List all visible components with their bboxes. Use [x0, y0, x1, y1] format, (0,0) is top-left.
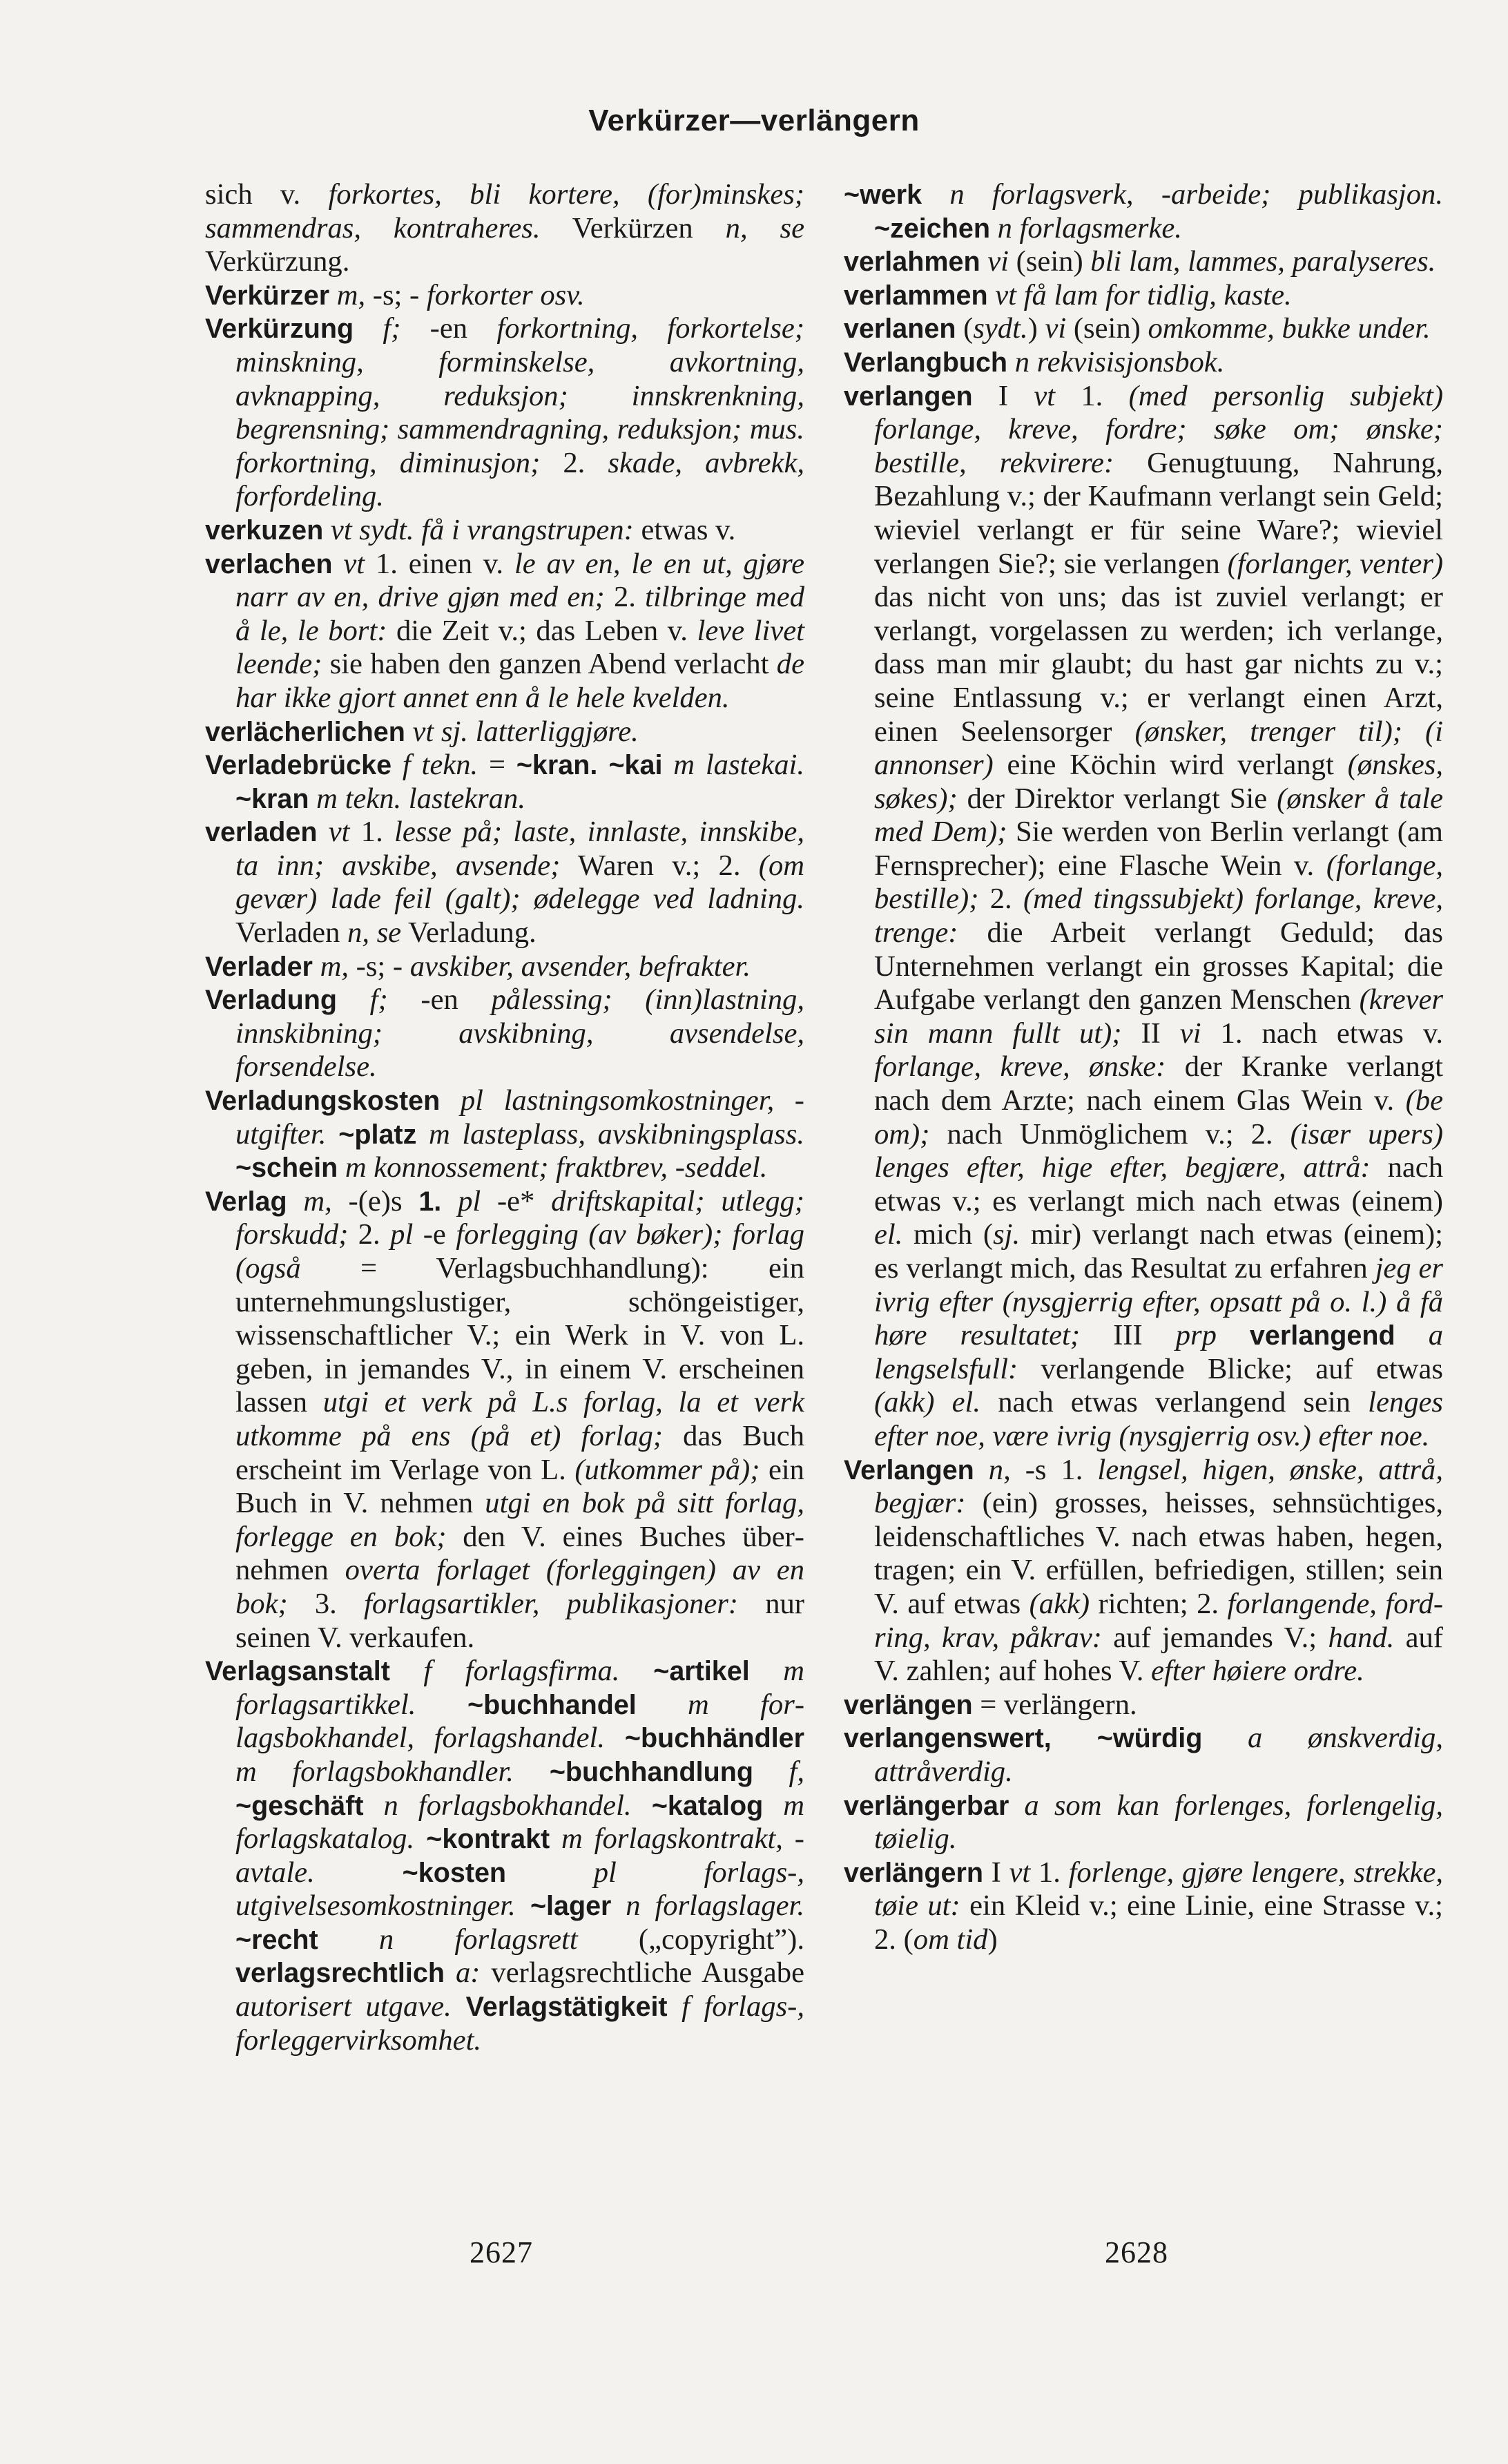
entry-text: n forlagslager.	[611, 1889, 805, 1923]
dictionary-entry	[844, 279, 1443, 313]
entry-text: vt	[1034, 379, 1056, 412]
entry-text: nach etwas verlangend sein	[980, 1386, 1369, 1419]
headword: verlammen	[844, 280, 988, 311]
entry-text: I	[972, 379, 1034, 412]
entry-text: om tid	[913, 1923, 988, 1956]
entry-text: m forlagsbokhandel, forlagshandel.	[235, 1688, 804, 1755]
entry-text: 2.	[348, 1218, 391, 1251]
entry-text: mich (	[902, 1218, 994, 1251]
entry-text: Verladen	[235, 916, 348, 950]
entry-text: 1.	[1030, 1856, 1069, 1889]
entry-text: der Kranke verlangt nach dem Arzte; nach einem Glas Wein v.	[874, 1050, 1443, 1117]
entry-text: lenges efter noe, være ivrig (nysgjerrig osv.) efter noe.	[874, 1386, 1443, 1452]
entry-text: 2.	[540, 446, 608, 479]
entry-text: vi	[1045, 312, 1067, 345]
headword: ~kosten	[314, 1857, 507, 1888]
entry-text: sich v.	[205, 178, 329, 211]
entry-text: Waren v.; 2.	[560, 849, 759, 882]
running-head: Verkürzer—verlängern	[588, 104, 920, 137]
entry-text: verlangende Blicke; auf etwas	[1018, 1352, 1443, 1385]
entry-text: nach Unmöglichem v.; 2.	[929, 1117, 1290, 1151]
entry-text: utgi et verk på L.s forlag, la et verk utkomme på ens (på et) forlag;	[235, 1386, 804, 1452]
entry-text: (især upers) lenges efter, hige efter, begjære, attrå:	[874, 1117, 1444, 1184]
entry-text: jeg er ivrig efter (nysgjerrig efter, opsatt på o. l.) å få høre resultatet;	[874, 1252, 1443, 1352]
entry-text: = Verlagsbuchhandlung): ein unternehmungslustiger, schöngeistiger, wissenschaftlicher V.; ein Werk in V. von L. geben, in jemandes V., in einem V. erscheinen lassen	[235, 1252, 804, 1419]
entry-text: a ønskverdig, attråverdig.	[874, 1722, 1443, 1788]
entry-text: forlange, kreve, ønske:	[874, 1050, 1166, 1084]
entry-text: n rekvisisjonsbok.	[1007, 345, 1225, 378]
entry-text: Genugtuung, Nahrung, Bezahlung v.; der Kaufmann verlangt sein Geld; wieviel verlangt er für seine Ware?; wieviel verlangen Sie?; sie verlangen	[874, 446, 1444, 580]
entry-text: m forlagsartikkel.	[235, 1655, 804, 1721]
dictionary-entry	[205, 749, 804, 816]
entry-text: vt	[332, 547, 365, 580]
entry-text: lesse på; laste, innlaste, innskibe, ta inn; avskibe, avsende;	[235, 816, 804, 882]
entry-text: Verladung.	[401, 916, 536, 950]
dictionary-entry	[844, 312, 1443, 346]
entry-text: Verkürzung.	[205, 245, 350, 278]
entry-text: 3.	[287, 1587, 364, 1620]
entry-text: n forlagsmerke.	[989, 211, 1182, 244]
entry-text: el.	[874, 1218, 903, 1251]
headword: verlanen	[844, 314, 956, 345]
entry-text: (akk) el.	[874, 1386, 981, 1419]
headword: Verladung	[205, 985, 337, 1016]
headword: ~geschäft	[235, 1790, 364, 1821]
headword: Verlader	[205, 951, 313, 982]
headword: ~katalog	[631, 1790, 764, 1821]
headword: ~platz	[326, 1119, 417, 1150]
entry-text: forlenge, gjøre lengere, strekke, tøie ut:	[874, 1856, 1444, 1923]
entry-text: bli lam, lammes, paralyseres.	[1090, 245, 1436, 278]
entry-text: autorisert utgave.	[235, 1990, 452, 2023]
entry-text: die Zeit v.; das Leben v.	[387, 614, 697, 647]
entry-text: f forlagsfirma.	[389, 1655, 620, 1688]
entry-text: den V. eines Buches übernehmen	[235, 1520, 804, 1587]
dictionary-entry	[844, 178, 1443, 245]
entry-text: auf V. zahlen; auf hohes V.	[874, 1621, 1443, 1688]
entry-text: leve livet leende;	[235, 614, 804, 681]
entry-text: le av en, le en ut, gjøre narr av en, drive gjøn med en;	[235, 547, 805, 614]
headword: verlängern	[844, 1857, 983, 1888]
entry-text: (om gevær) lade feil (galt); ødelegge ved ladning.	[235, 849, 805, 916]
entry-text: pl	[441, 1184, 481, 1217]
entry-text: driftskapital; utlegg; forskudd;	[235, 1184, 804, 1251]
headword: Verkürzung	[205, 314, 354, 345]
entry-text: verlagsrechtliche Ausgabe	[480, 1956, 804, 1990]
entry-text: m lasteplass, avskibningsplass.	[416, 1117, 804, 1151]
entry-text: a:	[444, 1956, 481, 1990]
entry-text: Verkürzen	[540, 211, 726, 244]
entry-text: -s; -	[348, 950, 410, 983]
headword: verlängen	[844, 1689, 973, 1720]
entry-text: m,	[312, 950, 349, 983]
entry-text: f;	[354, 312, 401, 345]
dictionary-entry	[205, 816, 804, 950]
headword: ~lager	[515, 1891, 612, 1922]
headword: ~artikel	[619, 1656, 750, 1687]
entry-text: vt	[317, 816, 350, 849]
entry-text: m konnossement; fraktbrev, -seddel.	[338, 1151, 768, 1184]
entry-text: hand.	[1328, 1621, 1395, 1654]
entry-text: -(e)s	[331, 1184, 419, 1217]
dictionary-entry	[205, 983, 804, 1084]
entry-text: nach etwas v.; es verlangt mich nach etwas (einem)	[874, 1151, 1443, 1217]
headword: verlängerbar	[844, 1790, 1009, 1821]
entry-text: (ønsker å tale med Dem);	[874, 782, 1443, 849]
entry-text: (forlange, bestille);	[874, 849, 1443, 916]
entry-text: pl lastningsomkostninger, -utgifter.	[235, 1084, 804, 1151]
entry-text: 2.	[978, 883, 1023, 916]
entry-text: (sein)	[1009, 245, 1091, 278]
dictionary-entry	[205, 1185, 804, 1655]
entry-text: 1.	[349, 816, 395, 849]
entry-text: m forlagskontrakt, -avtale.	[235, 1822, 804, 1889]
entry-text: )	[987, 1923, 998, 1956]
entry-text: III	[1080, 1319, 1176, 1352]
headword: Verladebrücke	[205, 750, 392, 781]
entry-text: (	[956, 312, 974, 345]
entry-text: 1. nach etwas v.	[1201, 1017, 1443, 1050]
entry-text: -s 1.	[1010, 1453, 1098, 1486]
entry-text: (be om);	[874, 1084, 1443, 1151]
entry-text: tilbringe med å le, le bort:	[235, 581, 804, 647]
entry-text: m tekn. lastekran.	[309, 782, 525, 815]
entry-text: n forlagsrett	[318, 1923, 578, 1956]
entry-text: m lastekai.	[662, 749, 804, 782]
entry-text: -e*	[481, 1184, 552, 1217]
entry-text: n forlagsbokhandel.	[363, 1789, 632, 1822]
entry-text: f tekn.	[392, 749, 478, 782]
headword: verlangen	[844, 381, 973, 412]
entry-text: vi	[1179, 1017, 1201, 1050]
entry-text: (ein) grosses, heisses, sehnsüchtiges, leidenschaftliches V. nach etwas haben, hegen, tragen; ein V. erfüllen, befriedigen, stillen; sein V. auf etwas	[874, 1487, 1443, 1620]
entry-text: forlagsartikler, publikasjoner:	[364, 1587, 739, 1620]
entry-text: eine Köchin wird verlangt	[993, 749, 1348, 782]
entry-text: -en	[387, 983, 492, 1017]
entry-text: a lengselsfull:	[874, 1319, 1443, 1385]
entry-text: 1.	[1055, 379, 1129, 412]
headword: verlahmen	[844, 247, 980, 278]
headword: Verlangen	[844, 1454, 974, 1485]
entry-text: (med personlig subjekt) forlange, kreve, fordre; søke om; ønske; bestille, rekvirere:	[874, 379, 1444, 479]
entry-text: I	[983, 1856, 1009, 1889]
entry-text: forlegging (av bøker); forlag (også	[235, 1218, 805, 1284]
headword: ~buchhandel	[416, 1689, 637, 1720]
entry-text: avskiber, avsender, befrakter.	[409, 950, 751, 983]
headword: verladen	[205, 817, 318, 848]
entry-text: das nicht von uns; das ist zuviel verlangt; er verlangt, vorgelassen zu werden; ich verlange, dass man mir glaubt; du hast gar nichts zu v.; seine Entlassung v.; er verlangt einen Arzt, einen Seelensorger	[874, 581, 1443, 748]
headword: verlangenswert, ~würdig	[844, 1723, 1203, 1754]
entry-text: overta forlaget (forleggingen) av en bok;	[235, 1554, 804, 1620]
entry-text: n, se	[725, 211, 805, 244]
entry-text: (krever sin mann fullt ut);	[874, 983, 1443, 1050]
dictionary-entry	[844, 346, 1443, 380]
dictionary-entry	[844, 245, 1443, 279]
headword: ~recht	[235, 1924, 318, 1955]
entry-text: prp	[1175, 1319, 1217, 1352]
entry-text: 1. einen v.	[365, 547, 514, 580]
dictionary-entry	[205, 1655, 804, 2057]
entry-text: vt sydt. få i vrangstrupen:	[323, 513, 634, 546]
entry-text: ein Buch in V. nehmen	[235, 1453, 804, 1520]
headword: Verlagsanstalt	[205, 1656, 390, 1687]
dictionary-entry	[844, 380, 1443, 1454]
dictionary-entry	[844, 1688, 1443, 1722]
page-number-right: 2628	[1105, 2235, 1168, 2269]
entry-text: m,	[287, 1184, 332, 1217]
entry-text: ein Kleid v.; eine Linie, eine Strasse v.; 2. (	[874, 1889, 1443, 1956]
entry-text: (utkommer på);	[574, 1453, 760, 1486]
entry-text: („copyright”).	[577, 1923, 804, 1956]
dictionary-entry	[205, 950, 804, 984]
dictionary-entry	[844, 1454, 1443, 1688]
entry-text: pålessing; (inn)lastning, innskibning; avskibning, avsendelse, forsendelse.	[235, 983, 804, 1084]
entry-text: utgi en bok på sitt forlag, forlegge en bok;	[235, 1487, 804, 1553]
headword: ~kran	[235, 783, 309, 814]
entry-text: nur seinen V. verkaufen.	[235, 1587, 804, 1654]
entry-text: (akk)	[1029, 1587, 1090, 1620]
entry-text: vt sj. latterliggjøre.	[405, 715, 639, 748]
headword: 1.	[418, 1186, 442, 1217]
entry-text: )	[1027, 312, 1045, 345]
headword: Verlangbuch	[844, 347, 1008, 378]
headword: Verlag	[205, 1186, 287, 1217]
headword: Verlagstätigkeit	[451, 1992, 668, 2023]
entry-text: f,	[753, 1755, 805, 1788]
entry-text: = verlängern.	[972, 1688, 1137, 1721]
entry-text: vt	[1009, 1856, 1031, 1889]
headword: Verladungskosten	[205, 1086, 441, 1117]
entry-text: richten; 2.	[1090, 1587, 1228, 1620]
entry-text: forkortning, forkortelse; minskning, forminskelse, avkortning, avknapping, reduksjon; innskrenkning, begrensning; sammendragning, reduksjon; mus. forkortning, diminusjon;	[235, 312, 805, 479]
entry-text: forkorter osv.	[426, 278, 585, 311]
entry-text: (ønsker, trenger til); (i annonser)	[874, 715, 1444, 782]
headword: verlächerlichen	[205, 716, 405, 747]
dictionary-entry	[205, 279, 804, 313]
entry-text: n,	[974, 1453, 1011, 1486]
dictionary-entry	[205, 178, 804, 279]
entry-text: -e	[413, 1218, 456, 1251]
entry-text: (med tingssubjekt) forlange, kreve, trenge:	[874, 883, 1443, 950]
entry-text: -s; -	[365, 278, 427, 311]
headword: ~buchhändler	[604, 1723, 805, 1754]
dictionary-entry	[205, 715, 804, 749]
entry-text: n, se	[347, 916, 402, 950]
page-number-left: 2627	[470, 2235, 533, 2269]
entry-text: pl	[390, 1218, 414, 1251]
entry-text: der Direktor verlangt Sie	[957, 782, 1277, 815]
entry-text: m forlagskatalog.	[235, 1789, 804, 1856]
headword: ~zeichen	[874, 213, 990, 244]
headword: verlagsrechtlich	[235, 1958, 445, 1989]
entry-text: m forlagsbokhandler.	[235, 1755, 514, 1788]
dictionary-entry	[205, 1084, 804, 1185]
entry-text: mir) verlangt nach etwas (einem); es verlangt mich, das Resultat zu erfahren	[874, 1218, 1443, 1284]
entry-text: de har ikke gjort annet enn å le hele kvelden.	[235, 648, 804, 714]
entry-text: lengsel, higen, ønske, attrå, begjær:	[874, 1453, 1443, 1520]
headword: ~kontrakt	[414, 1824, 550, 1855]
entry-text: forkortes, bli kortere, (for)minskes; sammendras, kontraheres.	[205, 178, 804, 244]
entry-text: efter høiere ordre.	[1151, 1655, 1364, 1688]
headword: ~buchhandlung	[513, 1756, 753, 1787]
entry-text: a som kan forlenges, forlengelig, tøielig.	[874, 1789, 1443, 1856]
entry-text: etwas v.	[633, 513, 736, 546]
entry-text: auf jemandes V.;	[1101, 1621, 1328, 1654]
entry-text: sj.	[993, 1218, 1021, 1251]
entry-text	[1217, 1319, 1250, 1351]
entry-text: die Arbeit verlangt Geduld; das Unternehmen verlangt ein grosses Kapital; die Aufgabe verlangt den ganzen Menschen	[874, 916, 1443, 1017]
entry-text: =	[478, 749, 516, 782]
entry-text: Sie werden von Berlin verlangt (am Fernsprecher); eine Flasche Wein v.	[874, 816, 1443, 882]
left-column	[205, 178, 804, 2057]
entry-text: n forlagsverk, -arbeide; publikasjon.	[922, 178, 1443, 211]
headword: ~kran. ~kai	[516, 750, 663, 781]
entry-text: -en	[400, 312, 497, 345]
entry-text: skade, avbrekk, forfordeling.	[235, 446, 804, 513]
entry-text: sydt.	[973, 312, 1028, 345]
headword: verkuzen	[205, 514, 324, 546]
entry-text: vt få lam for tidlig, kaste.	[987, 278, 1292, 311]
dictionary-entry	[844, 1789, 1443, 1856]
entry-text: f;	[336, 983, 388, 1017]
entry-text: (sein)	[1066, 312, 1148, 345]
dictionary-entry	[205, 514, 804, 548]
dictionary-entry	[844, 1722, 1443, 1789]
headword: ~werk	[844, 180, 922, 210]
entry-text: m,	[329, 278, 366, 311]
entry-text: forlangende, fordring, krav, påkrav:	[874, 1587, 1443, 1654]
entry-text: sie haben den ganzen Abend verlacht	[322, 648, 777, 681]
dictionary-entry	[205, 548, 804, 715]
entry-text: f forlags-, forleggervirksomhet.	[235, 1990, 804, 2057]
headword: verlangend	[1249, 1320, 1395, 1351]
entry-text: 2.	[604, 581, 646, 614]
entry-text: das Buch erscheint im Verlage von L.	[235, 1419, 805, 1486]
headword: verlachen	[205, 548, 333, 579]
entry-text: vi	[980, 245, 1009, 278]
entry-text: II	[1121, 1017, 1180, 1050]
entry-text: omkomme, bukke under.	[1148, 312, 1431, 345]
dictionary-entry	[205, 312, 804, 514]
headword: Verkürzer	[205, 280, 330, 311]
entry-text: (ønskes, søkes);	[874, 749, 1443, 815]
dictionary-entry	[844, 1856, 1443, 1957]
entry-text: pl forlags-, utgivelsesomkostninger.	[235, 1856, 804, 1923]
entry-text: (forlanger, venter)	[1227, 547, 1443, 580]
right-column	[844, 178, 1443, 1956]
headword: ~schein	[235, 1153, 338, 1184]
